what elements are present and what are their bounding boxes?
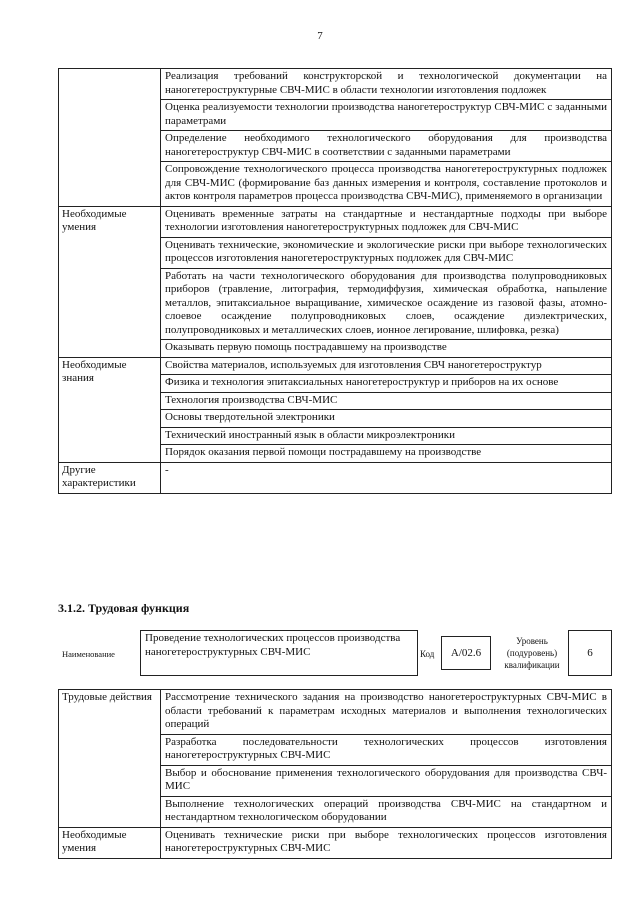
row-item-text: Оценивать технические, экономические и экологические риски при выборе технологических процессов изготовления наногетероструктурных подложек для СВЧ-МИС [161,237,612,268]
section-heading: 3.1.2. Трудовая функция [58,601,190,615]
table-row [59,357,612,375]
row-category-label: Трудовые действия [59,690,161,828]
row-item-text: - [161,462,612,493]
labor-function-table [58,689,612,859]
row-item-text: Определение необходимого технологического оборудования для производства наногетероструктур СВЧ-МИС в соответствии с заданными параметрами [161,131,612,162]
table-row [59,69,612,100]
row-item-text: Технический иностранный язык в области микроэлектроники [161,427,612,445]
competency-table-body [59,69,612,494]
row-item-text: Оценка реализуемости технологии производства наногетероструктур СВЧ-МИС с заданными параметрами [161,100,612,131]
qualification-level-box: 6 [568,630,612,676]
row-item-text: Разработка последовательности технологических процессов изготовления наногетероструктурных СВЧ-МИС [161,734,612,765]
row-item-text: Технология производства СВЧ-МИС [161,392,612,410]
row-category-label: Необходимые умения [59,827,161,858]
row-item-text: Оказывать первую помощь пострадавшему на производстве [161,340,612,358]
row-item-text: Свойства материалов, используемых для изготовления СВЧ наногетероструктур [161,357,612,375]
row-item-text: Порядок оказания первой помощи пострадавшему на производстве [161,445,612,463]
row-item-text: Физика и технология эпитаксиальных наногетероструктур и приборов на их основе [161,375,612,393]
table-row [59,462,612,493]
row-category-label: Другие характеристики [59,462,161,493]
function-code-box: А/02.6 [441,636,491,670]
row-item-text: Оценивать технические риски при выборе технологических процессов изготовления наногетероструктурных СВЧ-МИС [161,827,612,858]
code-label: Код [420,649,435,659]
function-name-box: Проведение технологических процессов производства наногетероструктурных СВЧ-МИС [140,630,418,676]
row-category-label: Необходимые знания [59,357,161,462]
table-row [59,690,612,735]
row-item-text: Работать на части технологического оборудования для производства полупроводниковых приборов (травление, литография, термодиффузия, химическая обработка, напыление металлов, эпитаксиальное выращивание, химическое осаждение из газовой фазы, атомно-слоевое осаждение полупроводниковых слоев, осаждение диэлектрических, полупроводниковых и металлических слоев, ионное легирование, шлифовка, резка) [161,268,612,340]
row-category-label: Необходимые умения [59,206,161,357]
qualification-level-label: Уровень (подуровень) квалификации [504,636,560,670]
row-item-text: Выполнение технологических операций производства СВЧ-МИС на стандартном и нестандартном технологическом оборудовании [161,796,612,827]
name-label: Наименование [62,649,115,659]
row-item-text: Реализация требований конструкторской и технологической документации на наногетероструктурные СВЧ-МИС в области технологии изготовления подложек [161,69,612,100]
table-row [59,827,612,858]
labor-function-table-body [59,690,612,859]
row-item-text: Выбор и обоснование применения технологического оборудования для производства СВЧ-МИС [161,765,612,796]
row-item-text: Оценивать временные затраты на стандартные и нестандартные подходы при выборе технологии изготовления наногетероструктурных подложек для СВЧ-МИС [161,206,612,237]
competency-table [58,68,612,494]
row-item-text: Рассмотрение технического задания на производство наногетероструктурных СВЧ-МИС в области требований к параметрам исходных материалов и выполнения технологических операций [161,690,612,735]
row-item-text: Основы твердотельной электроники [161,410,612,428]
page-number: 7 [317,30,323,42]
table-row [59,206,612,237]
row-item-text: Сопровождение технологического процесса производства наногетероструктурных подложек для СВЧ-МИС (формирование баз данных измерения и контроля, составление протоколов и актов контроля параметров процесса производства СВЧ-МИС), применяемого в организации [161,162,612,207]
function-header [58,630,612,676]
row-category-label [59,69,161,207]
